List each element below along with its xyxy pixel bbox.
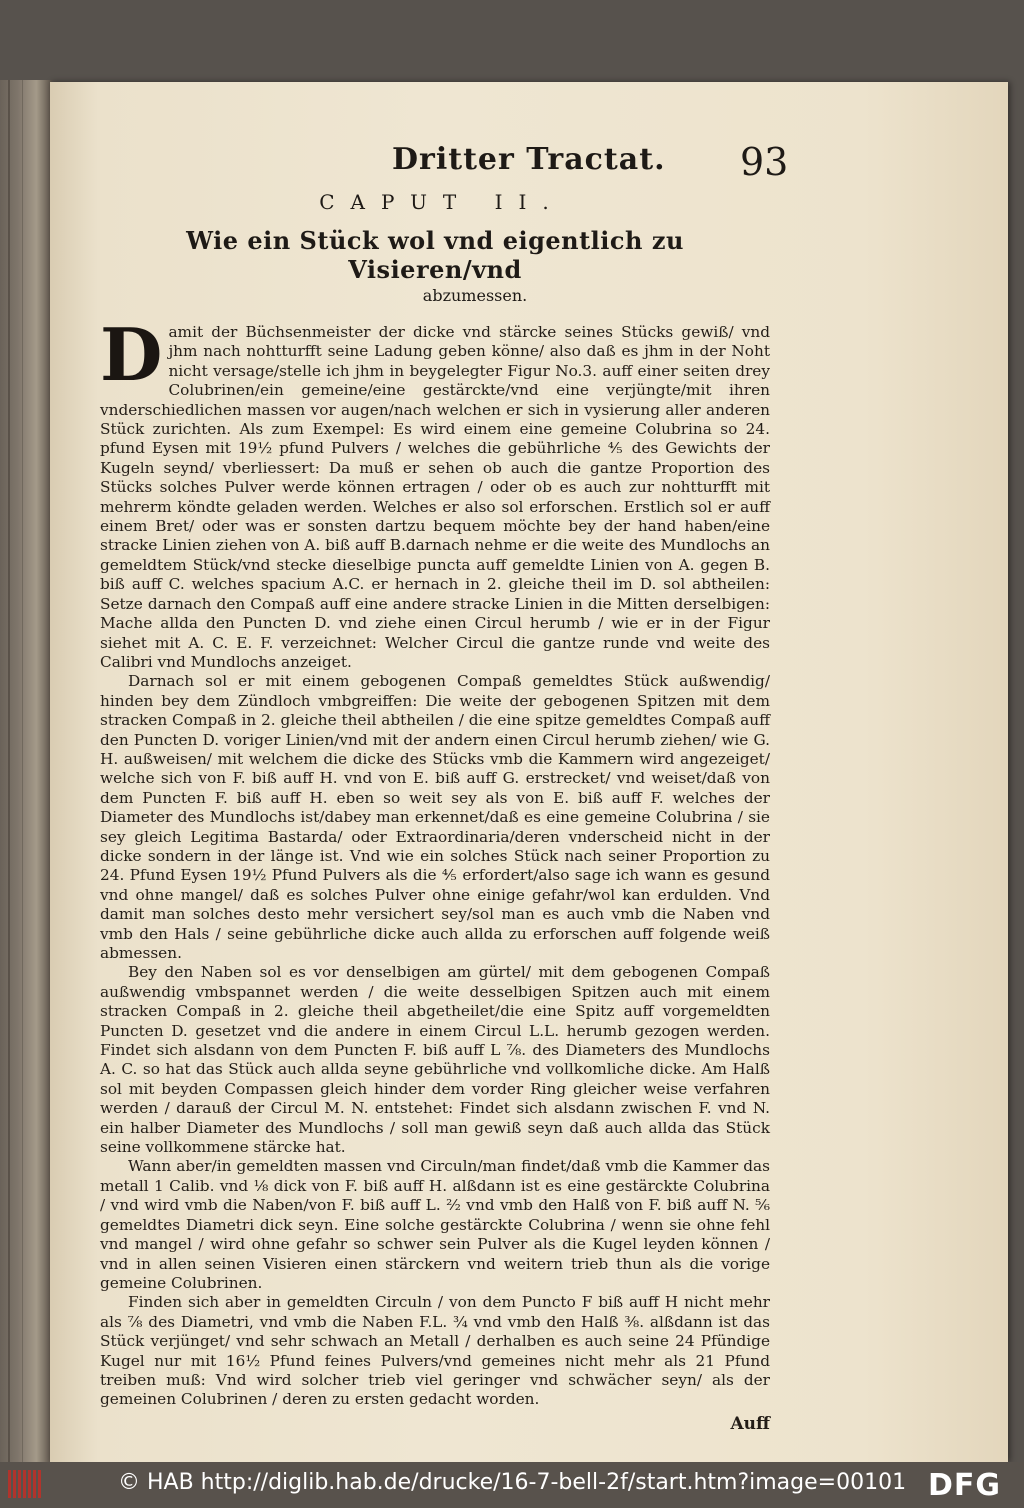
paragraph: Darnach sol er mit einem gebogenen Compaß gemeldtes Stück außwendig/ hinden bey dem Zündloch vmbgreiffen: Die weite der gebogenen Spitzen mit dem stracken Compaß in 2. gleiche theil abtheilen / die eine spitze gemeldtes Compaß auff den Puncten D. voriger Linien/vnd mit der andern einen Circul herumb ziehen/ wie G. H. außweisen/ mit welchem die dicke des Stücks vmb die Kammern wird angezeiget/ welche sich von F. biß auff H. vnd von E. biß auff G. erstrecket/ vnd weiset/daß von dem Puncten F. biß auff H. eben so weit sey als von E. biß auff F. welches der Diameter des Mundlochs ist/dabey man erkennet/daß es eine gemeine Colubrina / sie sey gleich Legitima Bastarda/ oder Extraordinaria/deren vnderscheid nicht in der dicke sondern in der länge ist. Vnd wie ein solches Stück nach seiner Proportion zu 24. Pfund Eysen 19½ Pfund Pulvers als die ⅘ erfordert/also sage ich wann es gesund vnd ohne mangel/ daß es solches Pulver ohne einige gefahr/wol kan erdulden. Vnd damit man solches desto mehr versichert sey/sol man es auch vmb die Naben vnd vmb den Hals / seine gebührliche dicke auch allda zu erforschen auff folgende weiß abmessen. xyxy=(100,672,770,962)
paragraph: Finden sich aber in gemeldten Circuln / von dem Puncto F biß auff H nicht mehr als ⅞ des Diametri, vnd vmb die Naben F.L. ¾ vnd vmb den Halß ⅜. alßdann ist das Stück verjünget/ vnd sehr schwach an Metall / derhalben es auch seine 24 Pfündige Kugel nur mit 16½ Pfund feines Pulvers/vnd gemeines nicht mehr als 21 Pfund treiben muß: Vnd wird solcher trieb viel geringer vnd schwächer seyn/ als der gemeinen Colubrinen / deren zu ersten gedacht worden. xyxy=(100,1293,770,1409)
paragraph-text: amit der Büchsenmeister der dicke vnd stärcke seines Stücks gewiß/ vnd jhm nach nohtturfft seine Ladung geben könne/ also daß es jhm in der Noht nicht versage/stelle ich jhm in beygelegter Figur No.3. auff einer seiten drey Colubrinen/ein gemeine/eine gestärckte/vnd eine verjüngte/mit ihren vnderschiedlichen massen vor augen/nach welchen er sich in vysierung aller anderen Stück zurichten. Als zum Exempel: Es wird einem eine gemeine Colubrina so 24. pfund Eysen mit 19½ pfund Pulvers / welches die gebührliche ⅘ des Gewichts der Kugeln seynd/ vberliessert: Da muß er sehen ob auch die gantze Proportion des Stücks solches Pulver werde können ertragen / oder ob es auch zur nohtturfft mit mehrerm köndte geladen werden. Welches er also sol erforschen. Erstlich sol er auff einem Bret/ oder was er sonsten dartzu bequem möchte bey der hand haben/eine stracke Linien ziehen von A. biß auff B.darnach nehme er die weite des Mundlochs an gemeldtem Stück/vnd stecke dieselbige puncta auff gemeldte Linien von A. gegen B. biß auff C. welches spacium A.C. er hernach in 2. gleiche theil im D. sol abtheilen: Setze darnach den Compaß auff eine andere stracke Linien in die Mitten derselbigen: Mache allda den Puncten D. vnd ziehe einen Circul herumb / wie er in der Figur siehet mit A. C. E. F. verzeichnet: Welcher Circul die gantze runde vnd weite des Calibri vnd Mundlochs anzeiget. xyxy=(100,323,770,671)
paragraph: Bey den Naben sol es vor denselbigen am gürtel/ mit dem gebogenen Compaß außwendig vmbspannet werden / die weite desselbigen Spitzen auch mit einem stracken Compaß in 2. gleiche theil abgetheilet/die eine Spitz auff vorgemeldten Puncten D. gesetzet vnd die andere in einem Circul L.L. herumb gezogen werden. Findet sich alsdann von dem Puncten F. biß auff L ⅞. des Diameters des Mundlochs A. C. so hat das Stück auch allda seyne gebührliche vnd vollkomliche dicke. Am Halß sol mit beyden Compassen gleich hinder dem vorder Ring gleicher weise verfahren werden / darauß der Circul M. N. entstehet: Findet sich alsdann zwischen F. vnd N. ein halber Diameter des Mundlochs / soll man gewiß seyn daß auch allda das Stück seine vollkommene stärcke hat. xyxy=(100,963,770,1157)
running-title: Dritter Tractat. xyxy=(392,142,666,177)
book-page xyxy=(50,82,1008,1462)
body-text xyxy=(100,312,770,1410)
paragraph xyxy=(100,312,770,672)
running-head xyxy=(100,140,789,186)
chapter-heading-continued: abzumessen. xyxy=(422,286,528,305)
dfg-logo: DFG xyxy=(928,1468,1002,1503)
catchword: Auff xyxy=(730,1413,770,1434)
hab-logo-icon xyxy=(8,1470,44,1498)
copyright-link[interactable]: © HAB http://diglib.hab.de/drucke/16-7-bell-2f/start.htm?image=00101 xyxy=(118,1470,907,1495)
paragraph: Wann aber/in gemeldten massen vnd Circuln/man findet/daß vmb die Kammer das metall 1 Calib. vnd ⅛ dick von F. biß auff H. alßdann ist es eine gestärckte Colubrina / vnd wird vmb die Naben/von F. biß auff L. ²⁄₂ vnd vmb den Halß von F. biß auff N. ⁵⁄₆ gemeldtes Diametri dick seyn. Eine solche gestärckte Colubrina / wenn sie ohne fehl vnd mangel / wird ohne gefahr so schwer sein Pulver als die Kugel leyden können / vnd in allen seinen Visieren einen stärckern vnd weitern trieb thun als die vorige gemeine Colubrinen. xyxy=(100,1157,770,1292)
footer-bar xyxy=(0,1462,1024,1508)
chapter-heading: Wie ein Stück wol vnd eigentlich zu Visieren/vnd xyxy=(186,226,684,284)
page-number: 93 xyxy=(740,140,789,184)
drop-capital: D xyxy=(100,312,163,397)
facing-page-edge xyxy=(0,80,52,1462)
page-content xyxy=(100,140,789,1434)
chapter-label: CAPUT II. xyxy=(319,190,565,214)
